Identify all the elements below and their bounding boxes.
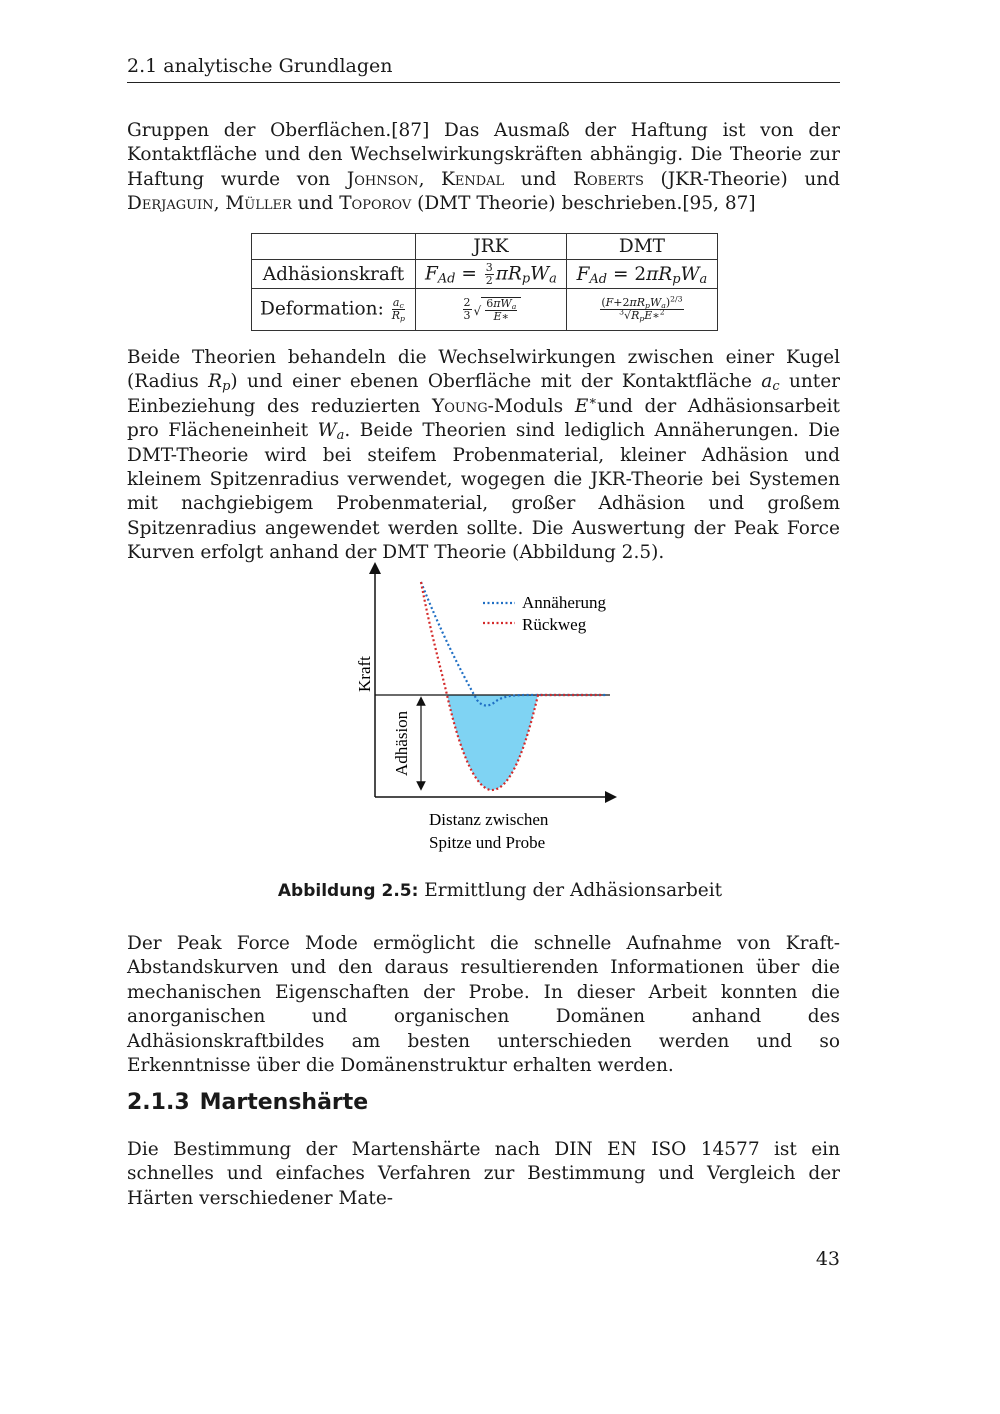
page-number: 43: [815, 1248, 840, 1270]
legend-approach-label: Annäherung: [522, 593, 607, 612]
author-roberts: Roberts: [573, 168, 644, 190]
theory-comparison-table: [251, 233, 718, 331]
running-title: 2.1 analytische Grundlagen: [127, 55, 393, 77]
section-heading: [127, 1090, 368, 1115]
running-header: [127, 54, 840, 83]
author-kendal: Kendal: [441, 168, 505, 190]
formula-dmt-force: $F_{Ad} = 2\pi R_pW_a$: [566, 260, 717, 289]
section-number: 2.1.3: [127, 1090, 190, 1115]
force-distance-plot: [345, 560, 635, 860]
y-axis-label: Kraft: [355, 656, 374, 692]
figure-caption: [0, 880, 1000, 901]
author-derjaguin: Derjaguin: [127, 193, 214, 215]
x-axis-label-line1: Distanz zwischen: [429, 810, 549, 829]
adhesion-area-fill: [447, 695, 538, 790]
legend-retract-label: Rückweg: [522, 615, 587, 634]
adhesion-label: Adhäsion: [392, 710, 411, 776]
formula-dmt-deformation: $\frac{(F+2\pi R_pW_a)^{2/3}}{^3√R_pE∗^2}$: [566, 289, 717, 331]
paragraph-3: Der Peak Force Mode ermöglicht die schnelle Aufnahme von Kraft-Abstandskurven und den daraus resultierenden Informationen über die mechanischen Eigenschaften der Probe. In dieser Arbeit konnten die anorganischen und organischen Domänen anhand des Adhäsionskraftbildes am besten unterschieden werden und so Erkenntnisse über die Domänenstruktur erhalten werden.: [127, 933, 840, 1077]
paragraph-4: Die Bestimmung der Martenshärte nach DIN EN ISO 14577 ist ein schnelles und einfaches Verfahren zur Bestimmung und Vergleich der Härten verschiedener Mate-: [127, 1139, 840, 1209]
paragraph-1: Gruppen der Oberflächen.[87] Das Ausmaß der Haftung ist von der Kontaktfläche und den Wechselwirkungskräften abhängig. Die Theorie zur Haftung wurde von Johnson, Kendal und Roberts (JKR-Theorie) und Derjaguin, Müller und Toporov (DMT Theorie) beschrieben.[95, 87]: [127, 120, 840, 215]
table-header-dmt: DMT: [566, 234, 717, 260]
formula-jkr-deformation: $\frac{2}{3}$ √ $\frac{6\pi W_a}{E∗}$: [415, 289, 566, 331]
section-title: Martenshärte: [199, 1090, 369, 1115]
table-row-label-deformation: Deformation: $\frac{a_c}{R_p}$: [252, 289, 416, 331]
table-header-jrk: JRK: [415, 234, 566, 260]
author-mueller: Müller: [225, 193, 292, 215]
paragraph-2: Beide Theorien behandeln die Wechselwirkungen zwischen einer Kugel (Radius $R_p$) und einer ebenen Oberfläche mit der Kontaktfläche $a_c$ unter Einbeziehung des reduzierten Young-Moduls E∗und der Adhäsionsarbeit pro Flächeneinheit $W_a$. Beide Theorien sind lediglich Annäherungen. Die DMT-Theorie wird bei steifem Probenmaterial, kleiner Adhäsion und kleinem Spitzenradius verwendet, wogegen die JKR-Theorie bei Systemen mit nachgiebigem Probenmaterial, großer Adhäsion und großem Spitzenradius angewendet werden sollte. Die Auswertung der Peak Force Kurven erfolgt anhand der DMT Theorie (Abbildung 2.5).: [127, 347, 841, 564]
x-axis-label-line2: Spitze und Probe: [429, 833, 546, 852]
author-young: Young: [432, 395, 488, 417]
author-toporov: Toporov: [339, 193, 412, 215]
table-row-label-adhesion: Adhäsionskraft: [252, 260, 416, 289]
caption-text: Ermittlung der Adhäsionsarbeit: [418, 880, 723, 901]
author-johnson: Johnson: [346, 168, 419, 190]
formula-jkr-force: $F_{Ad}$ = $\frac{3}{2}$ $\pi R_pW_a$: [415, 260, 566, 289]
figure-adhesion-curve: [345, 560, 635, 860]
caption-label: Abbildung 2.5:: [277, 881, 419, 901]
table-corner-cell: [252, 234, 416, 260]
